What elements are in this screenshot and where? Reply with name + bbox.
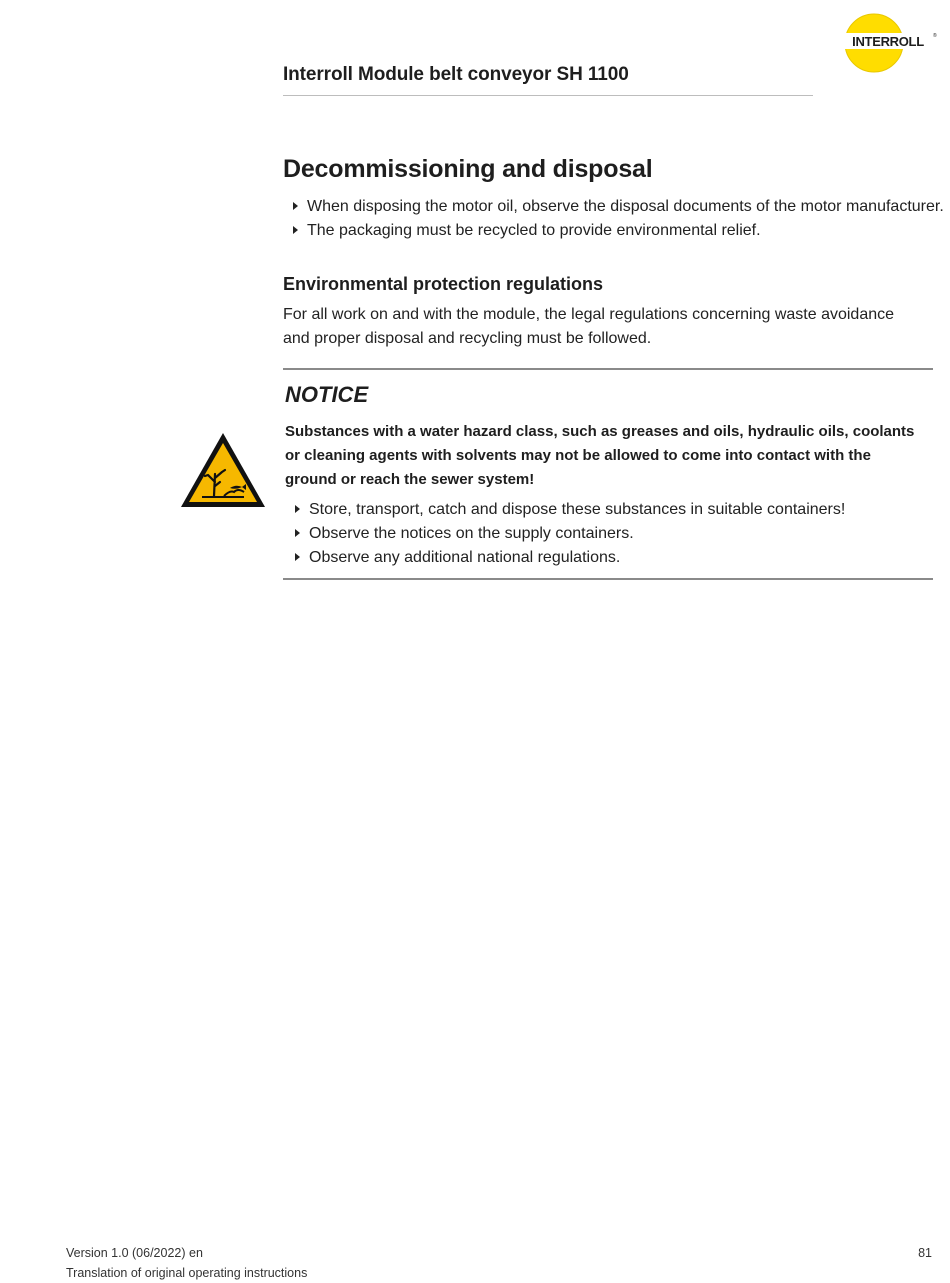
list-item: The packaging must be recycled to provide environmental relief.	[283, 219, 944, 243]
list-item: Observe the notices on the supply containers.	[285, 522, 845, 546]
svg-text:®: ®	[933, 33, 937, 39]
list-item: Store, transport, catch and dispose these substances in suitable containers!	[285, 498, 845, 522]
triangle-bullet-icon	[295, 553, 300, 561]
triangle-bullet-icon	[295, 529, 300, 537]
notice-heading: NOTICE	[285, 382, 369, 407]
environmental-hazard-icon	[178, 430, 268, 510]
notice-bottom-rule	[283, 578, 933, 580]
page-number: 81	[918, 1246, 932, 1260]
interroll-logo	[842, 12, 936, 74]
footer-translation: Translation of original operating instructions	[66, 1266, 308, 1280]
subsection-title: Environmental protection regulations	[283, 274, 604, 294]
triangle-bullet-icon	[293, 202, 298, 210]
notice-top-rule	[283, 368, 933, 370]
svg-text:INTERROLL: INTERROLL	[852, 34, 924, 49]
environmental-paragraph: For all work on and with the module, the legal regulations concerning waste avoidance and proper disposal and recycling must be followed.	[283, 306, 895, 347]
header-divider	[283, 95, 813, 96]
section-title: Decommissioning and disposal	[283, 155, 653, 183]
triangle-bullet-icon	[295, 505, 300, 513]
notice-list	[285, 498, 845, 570]
list-item: Observe any additional national regulations.	[285, 546, 845, 570]
document-title: Interroll Module belt conveyor SH 1100	[283, 64, 629, 85]
disposal-list	[283, 195, 944, 242]
list-item: When disposing the motor oil, observe the disposal documents of the motor manufacturer.	[283, 195, 944, 219]
footer-version: Version 1.0 (06/2022) en	[66, 1246, 203, 1260]
notice-warning-text: Substances with a water hazard class, such as greases and oils, hydraulic oils, coolants or cleaning agents with solvents may not be allowed to come into contact with the ground or reach the sewer system!	[285, 423, 915, 488]
triangle-bullet-icon	[293, 226, 298, 234]
